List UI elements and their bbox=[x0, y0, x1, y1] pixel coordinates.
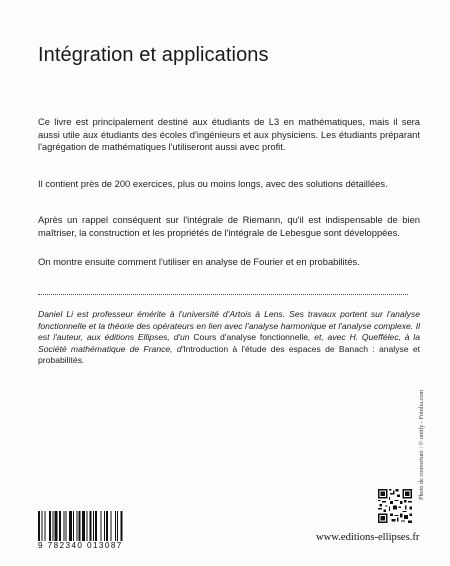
barcode-bar bbox=[69, 511, 72, 541]
author-bio-text-2: , et, avec H. Queffélec, à la Société mathématique de France, d' bbox=[38, 332, 420, 354]
barcode-bar bbox=[73, 511, 74, 541]
barcode-bar bbox=[66, 511, 67, 541]
barcode-bar bbox=[79, 511, 81, 541]
author-bio-text-3: . bbox=[81, 355, 85, 366]
author-bio-book-2: Introduction à l'étude des espaces de Banach : analyse et probabilités bbox=[38, 343, 420, 366]
photo-credit: Photo de couverture : © unitly - Fotolia.com bbox=[418, 389, 425, 500]
barcode-bar bbox=[90, 511, 92, 541]
author-bio-text-1: Daniel Li est professeur émérite à l'université d'Artois à Lens. Ses travaux portent sur l'analyse fonctionnelle et la théorie des opérateurs en lien avec l'analyse harmonique et l'analyse complexe. Il est l'auteur, aux éditions Ellipses, d'un bbox=[38, 309, 420, 343]
description-paragraph-4: On montre ensuite comment l'utiliser en analyse de Fourier et en probabilités. bbox=[38, 256, 360, 267]
barcode-bar bbox=[82, 511, 85, 541]
barcode-bar bbox=[111, 511, 112, 541]
book-title: Intégration et applications bbox=[38, 44, 269, 66]
author-bio-book-1: Cours d'analyse fonctionnelle bbox=[193, 332, 309, 343]
barcode-bar bbox=[106, 511, 108, 541]
barcode-bar bbox=[52, 511, 53, 541]
barcode-bar bbox=[104, 511, 105, 541]
barcode-bar bbox=[45, 511, 46, 541]
barcode-bar bbox=[77, 511, 78, 541]
isbn-number: 9 782340 013087 bbox=[38, 541, 123, 550]
barcode-bar bbox=[41, 511, 42, 541]
isbn-barcode-icon bbox=[38, 511, 148, 541]
publisher-website: www.editions-ellipses.fr bbox=[316, 532, 420, 543]
description-paragraph-3: Après un rappel conséquent sur l'intégrale de Riemann, qu'il est indispensable de bien maîtriser, la construction et les propriétés de l'intégrale de Lebesgue sont développées. bbox=[38, 214, 420, 238]
barcode-bar bbox=[86, 511, 87, 541]
barcode-bar bbox=[55, 511, 58, 541]
barcode-bar bbox=[93, 511, 94, 541]
barcode-bar bbox=[49, 511, 51, 541]
barcode-bar bbox=[115, 511, 116, 541]
barcode-bar bbox=[63, 511, 64, 541]
barcode-bar bbox=[117, 511, 118, 541]
description-paragraph-2: Il contient près de 200 exercices, plus ou moins longs, avec des solutions détaillées. bbox=[38, 178, 388, 189]
barcode-bar bbox=[95, 511, 97, 541]
description-paragraph-1: Ce livre est principalement destiné aux étudiants de L3 en mathématiques, mais il sera aussi utile aux étudiants des écoles d'ingénieurs et aux physiciens. Les étudiants préparant l'agrégation de mathématiques l'utiliseront aussi avec profit. bbox=[38, 116, 420, 153]
barcode-bar bbox=[101, 511, 102, 541]
barcode-bar bbox=[59, 511, 61, 541]
barcode-bar bbox=[38, 511, 40, 541]
dotted-divider bbox=[38, 294, 408, 295]
qr-code-icon bbox=[378, 489, 412, 523]
author-bio bbox=[38, 309, 420, 367]
barcode-bar bbox=[121, 511, 123, 541]
